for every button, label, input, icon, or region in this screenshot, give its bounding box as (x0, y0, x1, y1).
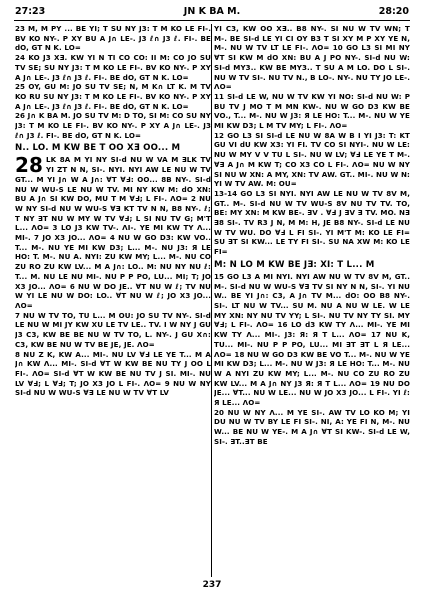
header-left-reference: 27:23 (15, 6, 46, 17)
page-number: 237 (202, 580, 222, 590)
header-rule (14, 20, 410, 21)
header-right-reference: 28:20 (378, 6, 409, 17)
verse-paragraph: 24 KO J3 XƎ. KW YI N TI CO CO: II M: CO JO SU TV SE; SU NY J3: T M KO LE FI-. BV KO NY-. P XY A J∩ LE-. J3 ℓ∩ J3 ℓ. FI-. BE dO, GT N K. LO= (15, 53, 211, 82)
chapter-number: 28 (15, 153, 44, 178)
column-divider (211, 24, 212, 577)
verse-paragraph: 11 SI-d LE W, NU W TV KW YI NO: SI-d NU W: P BU TV J MO T M MN KW-. NU W GO D3 KW BE VO., T... M-. NU W J3: Я LE HO: T... M-. NU W YE MI KW D3; L M TV MY; L FI-. ΛO= (214, 91, 410, 131)
verse-paragraph: 13-14 GO L3 SI NYI. NYI AW LE NU W TV 8V M, GT.. M-. SI-d NU W TV WU-S 8V NU TV TV. TO, BE: MY XN: M KW BE-. ∃V . ∀Ⅎ J ∃V ∃ TV. MO. NƎ ∃8 SI-. TV R3 J N, M M: H, JE B8 NY-. SI-d LE NU W TV WU. DO ∀Ⅎ L FI SI-. YI M'T M: KO LE FI= SU ∃T SI KW... LE TY FI SI-. SU NA XW M: KO LE FI= (214, 188, 410, 257)
section-heading: N.. LO. M KW BE T OO XƎ OO... M (15, 143, 181, 154)
verse-paragraph: 23 M, M PY ... BE YI; T SU NY J3: T M KO LE FI-. BV KO NY-. P XY BU A J∩ LE-. J3 ℓ∩ J3 ℓ. FI-. BE dO, GT N K. LO= (15, 24, 211, 53)
book-title: JN K BA M. (183, 6, 241, 17)
verse-paragraph: 25 OY, GU M: JO SU TV SE; N, M K∩ LT K. M TV KO RU SU NY J3: T M KO LE FI-. BV KO NY-. P XY A J∩ LE-. J3 ℓ∩ J3 ℓ. FI-. BE dO, GT N K. LO= (15, 82, 211, 111)
verse-paragraph: 7 NU W TV TO, TU L... M OU: JO SU TV NY-. SI-d LE NU W MI JY KW XU LE TV LE.. TV. I W NY J GU J3 C3, KW BE BE NU W TV TO, L. NY-. J GU X∩: C3, KW BE NU W TV BE JE, JE. ΛO= (15, 310, 211, 349)
verse-paragraph: 12 GO L3 SI SI-d LE NU W 8A W B I YI J3: T: KT GU VI dU KW X3: YI FI. TV CO SI NYI-. NU W LE: NU W MY V V TU L SI-. NU W LV; ∀Ⅎ LE YE T M-. ∀∃ A J∩ M KW T; CO X3 CO L FI-. ΛO= NU W NY SI NU W XN: A MY, XN: TV AW. GT.. MI-. NU W N: YI W TV AW. M: OU= (214, 130, 410, 189)
right-column (214, 24, 410, 577)
left-column (15, 24, 211, 577)
section-heading: M: N LO M KW BE JƎ: XI: T L... M (214, 259, 375, 270)
verse-paragraph: YI C3, KW OO XƎ.. B8 NY-. SI NU W TV WN; T M-. BE SI-d LE YI CI OY B3 T SI XY M P XY YE N, M-. NU W TV LT LE FI-. ΛO= 10 GO L3 SI MI NY ∀T SI KW M dO XN: BU A J PO NY-. SI-d NU W: SI-d MY3.. KW BE MY3.. T SU A M LO. DO L SI-. NU W TV SI-. NU TV N., B LO-. NY-. NU TY JO LE-. ΛO= (214, 24, 410, 92)
verse-text: LK 8A M YI NY SI-d NU W VA M ƎLK TV YI ZT N N, SI-. NYI. NYI AW LE NU W TV GT... M YI J∩ W A J∩: ∀T ∀Ⅎ: OO... 8B NY-. SI-d NU W WU-S LE NU W TV. MI NY KW M: dO XN: BU A J∩ SI KW DO, MU T M ∀Ⅎ; L FI-. ΛO= 2 NU W NY SI-d NU W WU-S ∀∃ KT TV N N, B8 NY-. ℓ; T NY ∃T NU W MY W TV ∀Ⅎ; L SI NU TV G; M'T L... ΛO= 3 LO J3 KW TV-. ΛI-. YE MI KW TY Λ... MI-. 7 JO X3 JO... ΛO= 4 NU W GO D3: KW VO.. T... M-. NU YE MI KW D3; L... M-. NU J3: Я LE HO: T. M-. NU A. NYI: ZU KW MY; L... M-. NU CO ZU RO ZU KW LV... M A J∩: LO.. M: NU NY NU ℓ: T... M. NU LE NU MI-. NU P P PO, LU... MI; T; JO X3 JO... ΛO= 6 NU W DO JE.. ∀T NU W ℓ; TV NU W YI LE NU W DO: LO.. ∀T NU W ℓ; JO X3 JO... ΛO= (15, 155, 211, 310)
verse-paragraph: 20 NU W NY Λ... M YE SI-. AW TV LO KO M; YI DU NU W TV BY LE FI SI-. NI, A: YE FI N, M-. NU W... BE NU W YE-. M A J∩ ∀T SI KW-. SI-d LE W, SI-. ∃T..∃T BE (214, 407, 410, 446)
chapter-opening-paragraph (15, 155, 211, 310)
verse-paragraph: 26 J∩ K BA M. JO SU TV M: D TO, SI M: CO SU NY J3: T M KO LE FI-. BV KO NY-. P XY A J∩ LE-. J3 ℓ∩ J3 ℓ. FI-. BE dO, GT N K. LO= (15, 111, 211, 140)
verse-paragraph: 8 NU Z K, KW A... MI-. NU LV ∀Ⅎ LE YE T... M A J∩ KW Λ... MI-. SI-d ∀T W KW BE NU TY J OO L FI-. ΛO= SI-d ∀T W KW BE NU TV J SI. MI-. NU LV ∀Ⅎ; L ∀Ⅎ; T; JO X3 JO L FI-. ΛO= 9 NU W NY SI-d NU W WU-S ∀∃ LE NU W TV ∀T LV (15, 349, 211, 398)
verse-paragraph: 15 GO L3 A MI NYI. NYI AW NU W TV 8V M, GT.. M-. SI-d NU W WU-S ∀∃ TV SI NY N N, SI-. YI NU W.. BE YI J∩: C3, A J∩ TV M... dO: OO B8 NY-. SI-. LT NU W TV... SU M. NU A NU W LE. W LE MY XN: NY NU TV YY; L SI-. NU TV NY TY SI. MY ∀Ⅎ; L FI-. ΛO= 16 LO d3 KW TY Λ... MI-. YE MI KW TY Λ... MI-. J3: Я: Я T L... ΛO= 17 NU K, TU... MI-. NU P P PO, LU... MI ∃T ∃T L Я LE... ΛO= 18 NU W GO D3 KW BE VO T... M-. NU W YE MI KW D3; L... M-. NU W J3: Я LE HO: T... M-. NU W A NYI ZU KW MY; L... M-. NU CO ZU RO ZU KW LV... M A J∩ NY J3 Я: Я T L... ΛO= 19 NU DO JE... ∀T... NU W LE... NU W JO X3 JO... L FI-. YI ℓ: Я LE... ΛO= (214, 271, 410, 408)
